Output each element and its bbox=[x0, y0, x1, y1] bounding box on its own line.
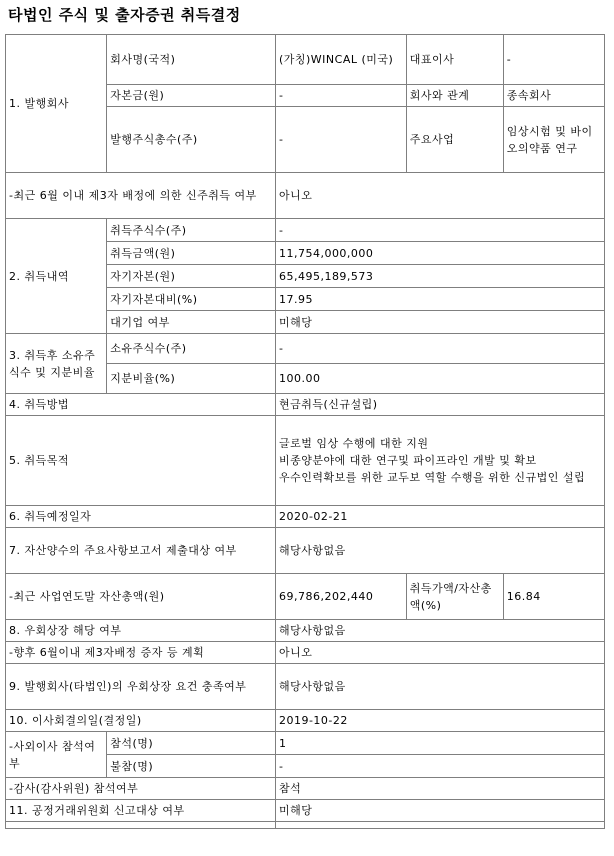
ftc-value: 미해당 bbox=[275, 800, 604, 822]
issuer-shares-label: 발행주식총수(주) bbox=[107, 107, 276, 173]
recent-issue-label: -최근 6월 이내 제3자 배정에 의한 신주취득 여부 bbox=[6, 173, 276, 219]
backdoor-value: 해당사항없음 bbox=[275, 620, 604, 642]
auditor-value: 참석 bbox=[275, 778, 604, 800]
table-row bbox=[6, 219, 605, 242]
table-row bbox=[6, 732, 605, 755]
acq-ratio-label: 자기자본대비(%) bbox=[107, 288, 276, 311]
purpose-line: 글로벌 임상 수행에 대한 지원 bbox=[278, 437, 429, 450]
table-row bbox=[6, 664, 605, 710]
after-ratio-label: 지분비율(%) bbox=[107, 364, 276, 394]
plan-label: -향후 6월이내 제3자배정 증자 등 계획 bbox=[6, 642, 276, 664]
report-label: 7. 자산양수의 주요사항보고서 제출대상 여부 bbox=[6, 528, 276, 574]
assets-value: 69,786,202,440 bbox=[275, 574, 406, 620]
issuer-shares-value: - bbox=[275, 107, 406, 173]
board-label: 10. 이사회결의일(결정일) bbox=[6, 710, 276, 732]
backdoor-label: 8. 우회상장 해당 여부 bbox=[6, 620, 276, 642]
assets-ratio-label: 취득가액/자산총액(%) bbox=[406, 574, 503, 620]
purpose-value bbox=[275, 416, 604, 506]
table-tail-cell bbox=[6, 822, 276, 829]
acq-shares-label: 취득주식수(주) bbox=[107, 219, 276, 242]
table-row bbox=[6, 800, 605, 822]
method-label: 4. 취득방법 bbox=[6, 394, 276, 416]
table-row bbox=[6, 173, 605, 219]
table-row bbox=[6, 35, 605, 85]
after-ratio-value: 100.00 bbox=[275, 364, 604, 394]
page-title: 타법인 주식 및 출자증권 취득결정 bbox=[8, 6, 241, 24]
outside-dir-absent-label: 불참(명) bbox=[107, 755, 276, 778]
after-shares-label: 소유주식수(주) bbox=[107, 334, 276, 364]
assets-ratio-value: 16.84 bbox=[503, 574, 604, 620]
recent-issue-value: 아니오 bbox=[275, 173, 604, 219]
purpose-label: 5. 취득목적 bbox=[6, 416, 276, 506]
table-row bbox=[6, 778, 605, 800]
outside-dir-present-value: 1 bbox=[275, 732, 604, 755]
backdoor-req-value: 해당사항없음 bbox=[275, 664, 604, 710]
ftc-label: 11. 공정거래위원회 신고대상 여부 bbox=[6, 800, 276, 822]
auditor-label: -감사(감사위원) 참석여부 bbox=[6, 778, 276, 800]
table-row bbox=[6, 710, 605, 732]
acq-large-corp-value: 미해당 bbox=[275, 311, 604, 334]
date-value: 2020-02-21 bbox=[275, 506, 604, 528]
acq-ratio-value: 17.95 bbox=[275, 288, 604, 311]
table-row bbox=[6, 506, 605, 528]
disclosure-table bbox=[5, 34, 605, 829]
outside-dir-present-label: 참석(명) bbox=[107, 732, 276, 755]
issuer-label: 1. 발행회사 bbox=[6, 35, 107, 173]
issuer-ceo-label: 대표이사 bbox=[406, 35, 503, 85]
backdoor-req-label: 9. 발행회사(타법인)의 우회상장 요건 충족여부 bbox=[6, 664, 276, 710]
table-tail-cell bbox=[275, 822, 604, 829]
acq-equity-value: 65,495,189,573 bbox=[275, 265, 604, 288]
board-value: 2019-10-22 bbox=[275, 710, 604, 732]
report-value: 해당사항없음 bbox=[275, 528, 604, 574]
table-row bbox=[6, 416, 605, 506]
table-row bbox=[6, 620, 605, 642]
table-row bbox=[6, 574, 605, 620]
issuer-capital-value: - bbox=[275, 85, 406, 107]
after-shares-value: - bbox=[275, 334, 604, 364]
table-row bbox=[6, 642, 605, 664]
issuer-ceo-value: - bbox=[503, 35, 604, 85]
issuer-name-label: 회사명(국적) bbox=[107, 35, 276, 85]
acquisition-label: 2. 취득내역 bbox=[6, 219, 107, 334]
plan-value: 아니오 bbox=[275, 642, 604, 664]
issuer-capital-label: 자본금(원) bbox=[107, 85, 276, 107]
issuer-name-value: (가칭)WINCAL (미국) bbox=[275, 35, 406, 85]
table-row bbox=[6, 528, 605, 574]
issuer-business-label: 주요사업 bbox=[406, 107, 503, 173]
acq-equity-label: 자기자본(원) bbox=[107, 265, 276, 288]
assets-label: -최근 사업연도말 자산총액(원) bbox=[6, 574, 276, 620]
table-row bbox=[6, 334, 605, 364]
acq-large-corp-label: 대기업 여부 bbox=[107, 311, 276, 334]
acq-amount-label: 취득금액(원) bbox=[107, 242, 276, 265]
table-row bbox=[6, 822, 605, 829]
outside-dir-absent-value: - bbox=[275, 755, 604, 778]
issuer-business-value: 임상시험 및 바이오의약품 연구 bbox=[503, 107, 604, 173]
issuer-relation-label: 회사와 관계 bbox=[406, 85, 503, 107]
outside-dir-label: -사외이사 참석여부 bbox=[6, 732, 107, 778]
method-value: 현금취득(신규설립) bbox=[275, 394, 604, 416]
purpose-line: 비종양분야에 대한 연구및 파이프라인 개발 및 확보 bbox=[278, 454, 537, 467]
table-row bbox=[6, 394, 605, 416]
purpose-line: 우수인력확보를 위한 교두보 역할 수행을 위한 신규법인 설립 bbox=[278, 471, 586, 484]
issuer-relation-value: 종속회사 bbox=[503, 85, 604, 107]
after-label: 3. 취득후 소유주식수 및 지분비율 bbox=[6, 334, 107, 394]
acq-amount-value: 11,754,000,000 bbox=[275, 242, 604, 265]
date-label: 6. 취득예정일자 bbox=[6, 506, 276, 528]
acq-shares-value: - bbox=[275, 219, 604, 242]
